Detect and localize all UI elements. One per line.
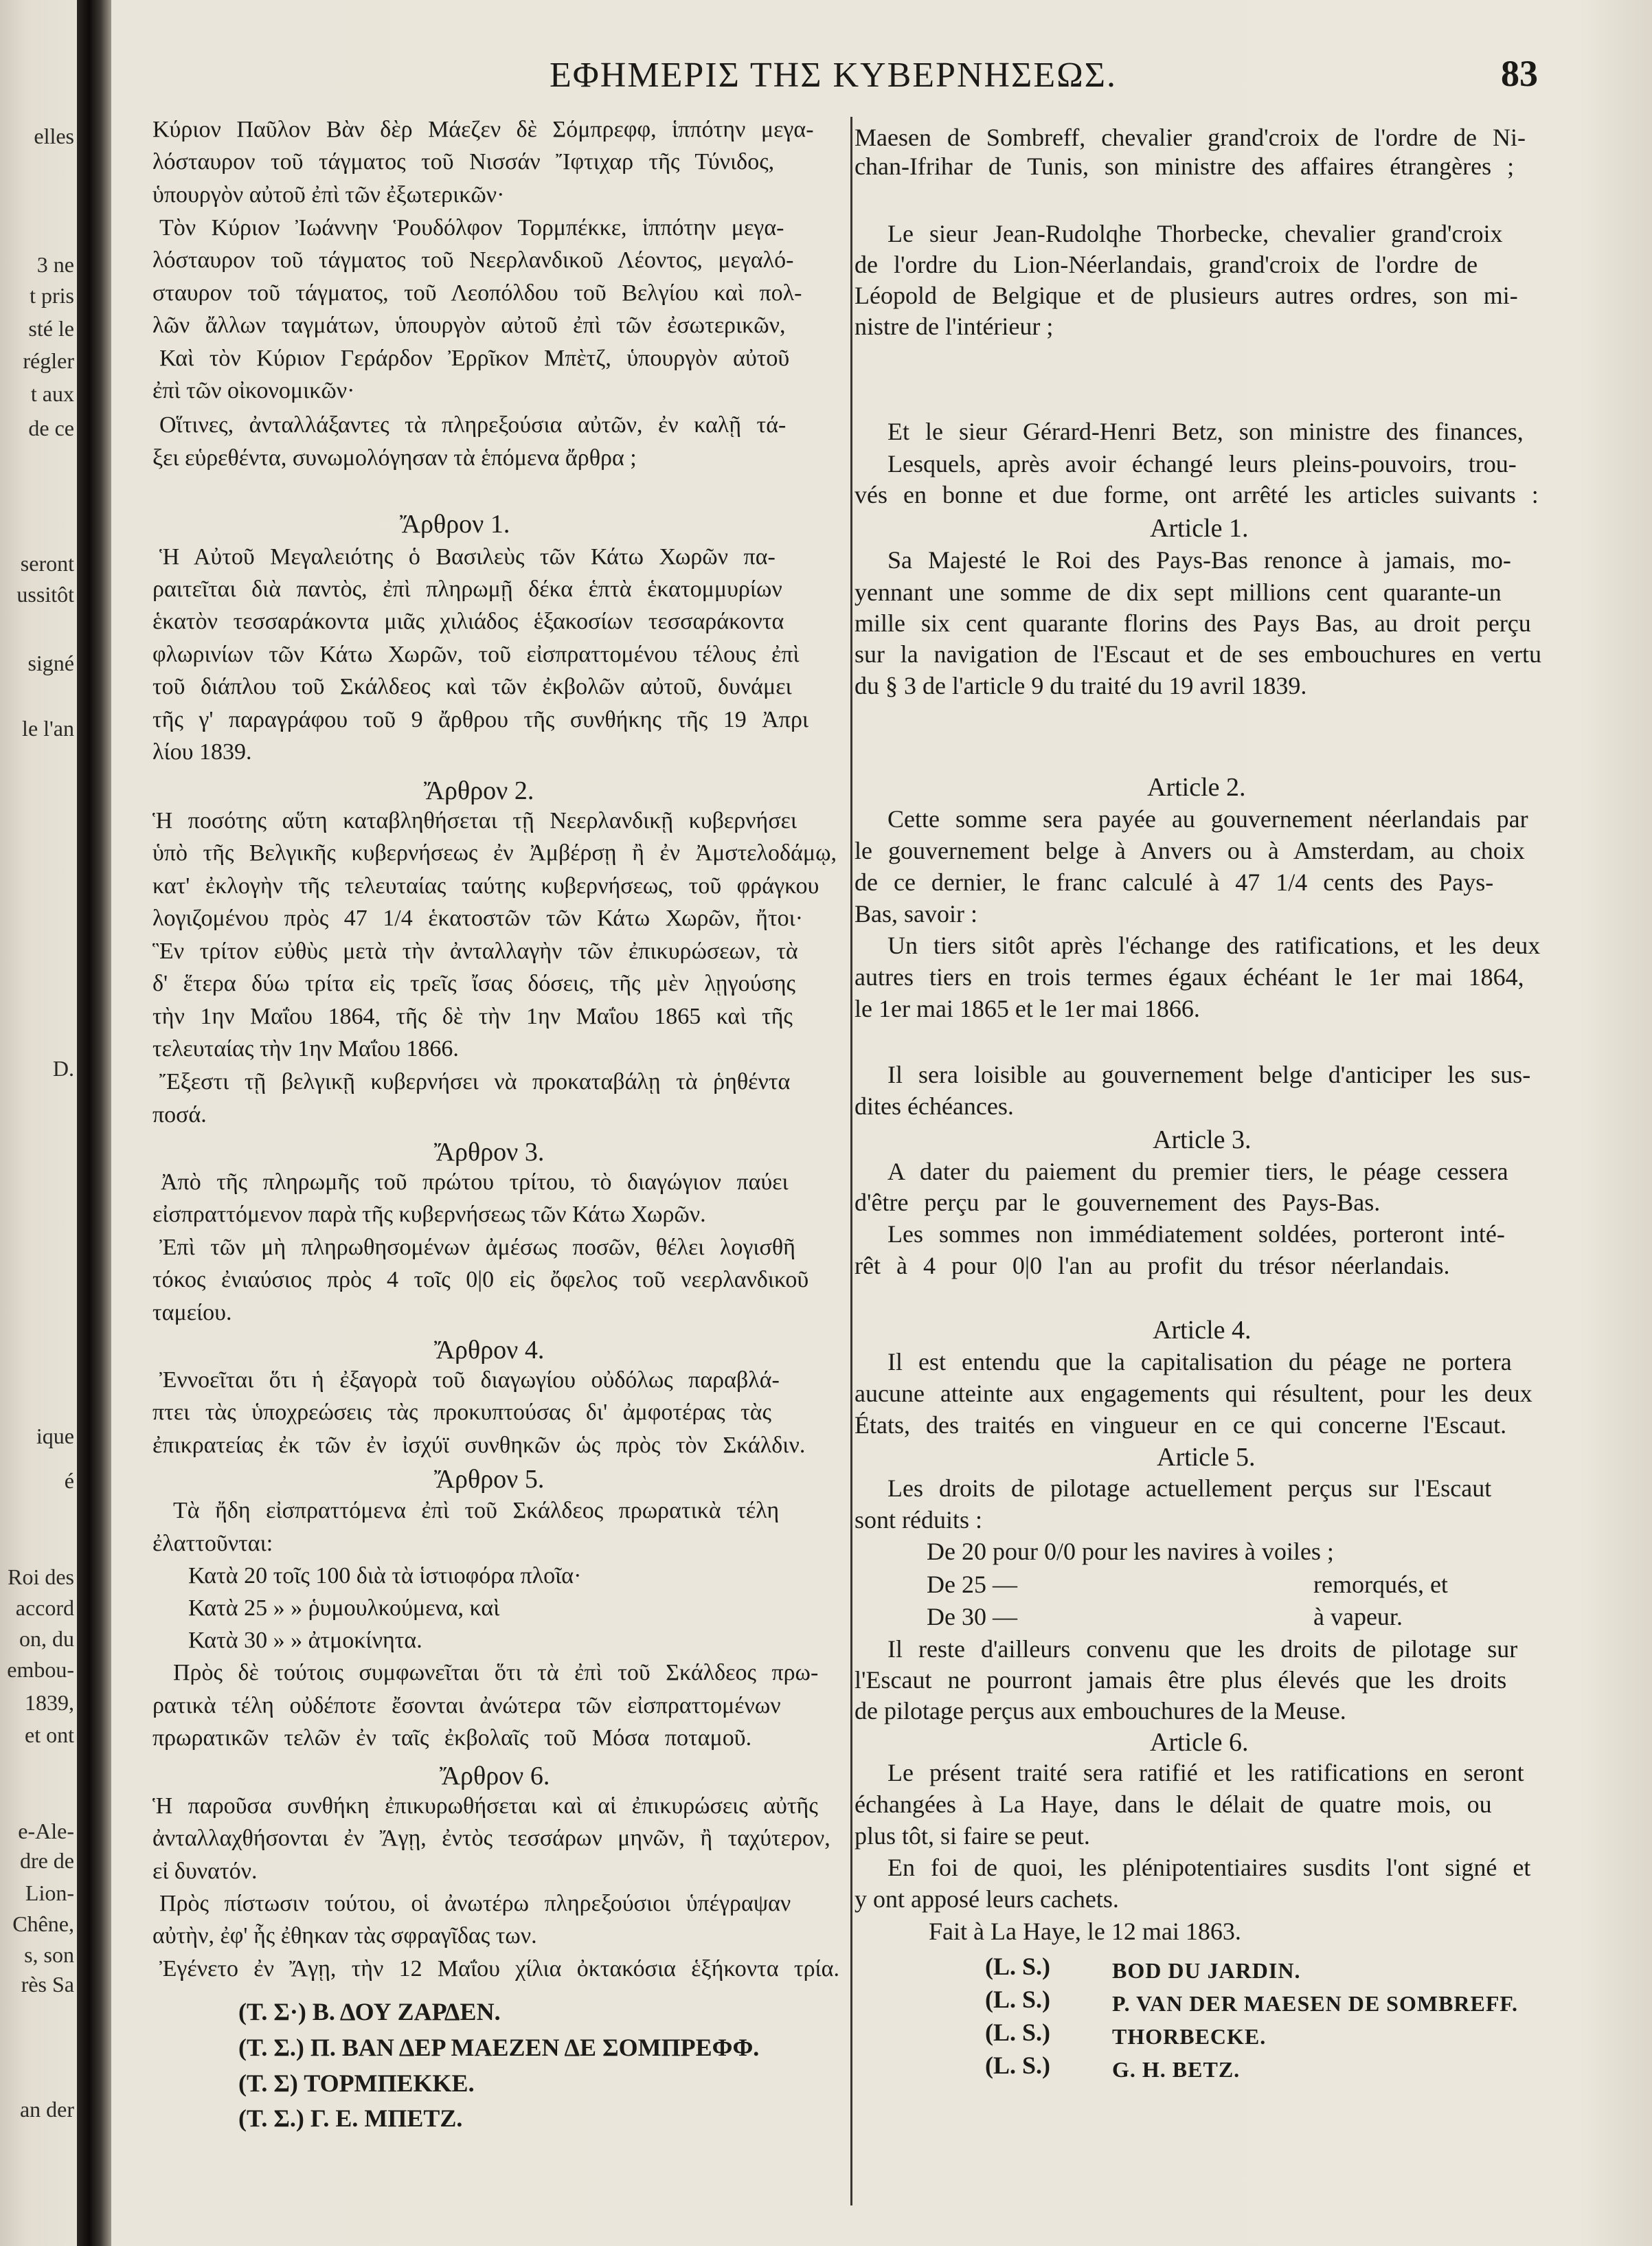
- greek-line: Ἡ παροῦσα συνθήκη ἐπικυρωθήσεται καὶ αἱ ἐπικυρώσεις αὐτῆς: [152, 1793, 818, 1819]
- margin-fragment: e-Ale-: [18, 1819, 74, 1843]
- french-line: Léopold de Belgique et de plusieurs autres ordres, son mi-: [855, 282, 1518, 309]
- seal-mark: (L. S.): [985, 1986, 1051, 2013]
- greek-line: ρατικὰ τέλη οὐδέποτε ἔσονται ἀνώτερα τῶν εἰσπραττομένων: [152, 1693, 781, 1718]
- french-line: Et le sieur Gérard-Henri Betz, son ministre des finances,: [887, 418, 1524, 445]
- greek-signature: (Τ. Σ) ΤΟΡΜΠΕΚΚΕ.: [238, 2069, 475, 2097]
- margin-fragment: an der: [19, 2097, 74, 2122]
- french-line: d'être perçu par le gouvernement des Pays-Bas.: [855, 1189, 1381, 1216]
- margin-fragment: Chêne,: [12, 1911, 74, 1936]
- greek-line: τὴν 1ην Μαΐου 1864, τῆς δὲ τὴν 1ην Μαΐου 1865 καὶ τῆς: [152, 1004, 793, 1029]
- french-article-heading: Article 3.: [1153, 1125, 1252, 1154]
- greek-line: Ἐννοεῖται ὅτι ἡ ἐξαγορὰ τοῦ διαγωγίου οὐδόλως παραβλά-: [159, 1367, 780, 1393]
- greek-line: λόσταυρον τοῦ τάγματος τοῦ Νεερλανδικοῦ Λέοντος, μεγαλό-: [152, 247, 794, 273]
- french-line: dites échéances.: [855, 1092, 1014, 1120]
- greek-line: δ' ἕτερα δύω τρίτα εἰς τρεῖς ἴσας δόσεις, τῆς μὲν λῃγούσης: [152, 971, 796, 996]
- greek-line: εἰ δυνατόν.: [152, 1858, 258, 1884]
- greek-line: ἐλαττοῦνται:: [152, 1531, 273, 1556]
- margin-fragment: Roi des: [8, 1564, 74, 1589]
- french-line: chan-Ifrihar de Tunis, son ministre des affaires étrangères ;: [855, 153, 1515, 180]
- greek-line: Κύριον Παῦλον Βὰν δὲρ Μάεζεν δὲ Σόμπρεφφ, ἱππότην μεγα-: [152, 117, 814, 142]
- greek-line: εἰσπραττόμενον παρὰ τῆς κυβερνήσεως τῶν Κάτω Χωρῶν.: [152, 1202, 706, 1227]
- greek-line: ἑκατὸν τεσσαράκοντα μιᾶς χιλιάδος ἑξακοσίων τεσσαράκοντα: [152, 609, 784, 634]
- greek-line: Τὰ ἤδη εἰσπραττόμενα ἐπὶ τοῦ Σκάλδεος πρωρατικὰ τέλη: [173, 1498, 780, 1523]
- greek-article-heading: Ἄρθρον 5.: [434, 1465, 545, 1494]
- greek-article-heading: Ἄρθρον 2.: [424, 776, 534, 805]
- seal-mark: (L. S.): [985, 2019, 1051, 2046]
- french-line: à vapeur.: [1313, 1603, 1403, 1630]
- french-line: Le sieur Jean-Rudolqhe Thorbecke, chevalier grand'croix: [887, 220, 1503, 247]
- greek-line: Ἓν τρίτον εὐθὺς μετὰ τὴν ἀνταλλαγὴν τῶν ἐπικυρώσεων, τὰ: [152, 939, 798, 964]
- french-line: mille six cent quarante florins des Pays Bas, au droit perçu: [855, 609, 1531, 637]
- french-line: plus tôt, si faire se peut.: [855, 1822, 1090, 1850]
- french-line: échangées à La Haye, dans le délait de quatre mois, ou: [855, 1790, 1492, 1818]
- greek-line: Κατὰ 30 » » ἀτμοκίνητα.: [188, 1628, 422, 1653]
- margin-fragment: D.: [52, 1056, 74, 1081]
- french-line: remorqués, et: [1313, 1571, 1448, 1598]
- french-line: de ce dernier, le franc calculé à 47 1/4 cents des Pays-: [855, 868, 1494, 896]
- french-line: Un tiers sitôt après l'échange des ratifications, et les deux: [887, 932, 1541, 959]
- greek-line: Οἵτινες, ἀνταλλάξαντες τὰ πληρεξούσια αὐτῶν, ἐν καλῇ τά-: [159, 412, 787, 438]
- french-line: nistre de l'intérieur ;: [855, 313, 1054, 340]
- previous-page-margin: [0, 0, 76, 2246]
- greek-line: Κατὰ 25 » » ῥυμουλκούμενα, καὶ: [188, 1595, 500, 1621]
- margin-fragment: é: [64, 1468, 74, 1493]
- french-line: Les sommes non immédiatement soldées, porteront inté-: [887, 1220, 1505, 1248]
- greek-line: Τὸν Κύριον Ἰωάννην Ῥουδόλφον Τορμπέκκε, ἱππότην μεγα-: [159, 215, 784, 240]
- french-article-heading: Article 6.: [1150, 1728, 1249, 1757]
- margin-fragment: signé: [27, 651, 74, 675]
- greek-line: Πρὸς δὲ τούτοις συμφωνεῖται ὅτι τὰ ἐπὶ τοῦ Σκάλδεος πρω-: [173, 1660, 819, 1685]
- french-line: autres tiers en trois termes égaux échéant le 1er mai 1864,: [855, 963, 1524, 991]
- french-signature: THORBECKE.: [1112, 2024, 1267, 2049]
- margin-fragment: régler: [23, 348, 74, 373]
- greek-line: Ἡ ποσότης αὕτη καταβληθήσεται τῇ Νεερλανδικῇ κυβερνήσει: [152, 808, 797, 833]
- greek-line: λογιζομένου πρὸς 47 1/4 ἑκατοστῶν τῶν Κάτω Χωρῶν, ἤτοι·: [152, 906, 804, 931]
- french-signature: P. VAN DER MAESEN DE SOMBREFF.: [1112, 1991, 1518, 2016]
- greek-line: τοῦ διάπλου τοῦ Σκάλδεος καὶ τῶν ἐκβολῶν αὐτοῦ, δυνάμει: [152, 674, 792, 699]
- french-line: De 30 —: [927, 1603, 1017, 1630]
- margin-fragment: 1839,: [25, 1690, 74, 1715]
- french-line: Bas, savoir :: [855, 900, 977, 928]
- margin-fragment: de ce: [28, 416, 74, 440]
- greek-line: φλωρινίων τῶν Κάτω Χωρῶν, τοῦ εἰσπραττομένου τέλους ἐπὶ: [152, 642, 800, 667]
- french-line: Le présent traité sera ratifié et les ratifications en seront: [887, 1759, 1524, 1786]
- greek-line: Καὶ τὸν Κύριον Γεράρδον Ἐρρῖκον Μπὲτζ, ὑπουργὸν αὐτοῦ: [159, 346, 790, 371]
- book-gutter: [77, 0, 111, 2246]
- greek-article-heading: Ἄρθρον 3.: [434, 1138, 545, 1167]
- margin-fragment: on, du: [19, 1626, 74, 1651]
- margin-fragment: ique: [36, 1424, 74, 1448]
- greek-line: Πρὸς πίστωσιν τούτου, οἱ ἀνωτέρω πληρεξούσιοι ὑπέγραψαν: [159, 1891, 791, 1916]
- greek-line: ὑπουργὸν αὐτοῦ ἐπὶ τῶν ἐξωτερικῶν·: [152, 182, 505, 207]
- french-line: sont réduits :: [855, 1506, 982, 1534]
- greek-line: Ἀπὸ τῆς πληρωμῆς τοῦ πρώτου τρίτου, τὸ διαγώγιον παύει: [161, 1169, 789, 1195]
- greek-line: ταμείου.: [152, 1300, 232, 1325]
- margin-fragment: et ont: [25, 1722, 74, 1747]
- french-line: de l'ordre du Lion-Néerlandais, grand'croix de l'ordre de: [855, 251, 1478, 278]
- greek-line: Ἡ Αὐτοῦ Μεγαλειότης ὁ Βασιλεὺς τῶν Κάτω Χωρῶν πα-: [159, 544, 776, 570]
- greek-line: τῆς γ' παραγράφου τοῦ 9 ἄρθρου τῆς συνθήκης τῆς 19 Ἀπρι: [152, 707, 809, 732]
- french-line: le gouvernement belge à Anvers ou à Amsterdam, au choix: [855, 837, 1525, 864]
- french-line: Il sera loisible au gouvernement belge d'anticiper les sus-: [887, 1061, 1531, 1088]
- french-line: Fait à La Haye, le 12 mai 1863.: [929, 1918, 1241, 1945]
- greek-article-heading: Ἄρθρον 6.: [440, 1762, 550, 1790]
- column-divider: [850, 117, 852, 2205]
- margin-fragment: Lion-: [25, 1880, 74, 1905]
- french-line: Sa Majesté le Roi des Pays-Bas renonce à jamais, mo-: [887, 546, 1511, 574]
- greek-article-heading: Ἄρθρον 4.: [434, 1336, 545, 1365]
- french-line: aucune atteinte aux engagements qui résultent, pour les deux: [855, 1380, 1532, 1407]
- french-line: yennant une somme de dix sept millions cent quarante-un: [855, 579, 1502, 606]
- greek-line: λόσταυρον τοῦ τάγματος τοῦ Νισσάν Ἴφτιχαρ τῆς Τύνιδος,: [152, 149, 775, 175]
- page-number: 83: [1501, 53, 1538, 94]
- french-line: Lesquels, après avoir échangé leurs pleins-pouvoirs, trou-: [887, 450, 1517, 478]
- french-line: Cette somme sera payée au gouvernement néerlandais par: [887, 805, 1528, 833]
- greek-signature: (Τ. Σ·) Β. ΔΟΥ ΖΑΡΔΕΝ.: [238, 1998, 501, 2025]
- french-line: Maesen de Sombreff, chevalier grand'croix de l'ordre de Ni-: [855, 124, 1526, 151]
- french-article-heading: Article 4.: [1153, 1316, 1252, 1345]
- greek-line: ποσά.: [152, 1102, 207, 1127]
- greek-signature: (Τ. Σ.) Γ. Ε. ΜΠΕΤΖ.: [238, 2104, 463, 2132]
- greek-line: ὑπὸ τῆς Βελγικῆς κυβερνήσεως ἐν Ἀμβέρσῃ ἢ ἐν Ἀμστελοδάμῳ,: [152, 840, 837, 866]
- french-line: États, des traités en vingueur en ce qui concerne l'Escaut.: [855, 1411, 1507, 1439]
- greek-line: Ἔξεστι τῇ βελγικῇ κυβερνήσει νὰ προκαταβάλῃ τὰ ῥηθέντα: [159, 1069, 791, 1094]
- french-line: rêt à 4 pour 0|0 l'an au profit du trésor néerlandais.: [855, 1252, 1450, 1279]
- french-article-heading: Article 1.: [1150, 514, 1249, 543]
- french-signature: BOD DU JARDIN.: [1112, 1958, 1301, 1983]
- margin-fragment: sté le: [28, 316, 74, 341]
- seal-mark: (L. S.): [985, 2052, 1051, 2079]
- french-line: En foi de quoi, les plénipotentiaires susdits l'ont signé et: [887, 1854, 1531, 1881]
- french-line: y ont apposé leurs cachets.: [855, 1885, 1119, 1913]
- french-line: Les droits de pilotage actuellement perçus sur l'Escaut: [887, 1474, 1492, 1502]
- french-line: A dater du paiement du premier tiers, le péage cessera: [887, 1158, 1508, 1185]
- greek-signature: (Τ. Σ.) Π. ΒΑΝ ΔΕΡ ΜΑΕΖΕΝ ΔΕ ΣΟΜΠΡΕΦΦ.: [238, 2034, 760, 2061]
- greek-article-heading: Ἄρθρον 1.: [400, 510, 510, 539]
- greek-line: Κατὰ 20 τοῖς 100 διὰ τὰ ἱστιοφόρα πλοῖα·: [188, 1563, 582, 1588]
- margin-fragment: rès Sa: [21, 1972, 74, 1997]
- margin-fragment: ussitôt: [16, 582, 74, 607]
- french-line: De 25 —: [927, 1571, 1017, 1598]
- greek-line: ραιτεῖται διὰ παντὸς, ἐπὶ πληρωμῇ δέκα ἑπτὰ ἑκατομμυρίων: [152, 576, 782, 602]
- greek-line: τόκος ἐνιαύσιος πρὸς 4 τοῖς 0|0 εἰς ὄφελος τοῦ νεερλανδικοῦ: [152, 1267, 809, 1292]
- margin-fragment: seront: [20, 551, 74, 576]
- greek-line: σταυρον τοῦ τάγματος, τοῦ Λεοπόλδου τοῦ Βελγίου καὶ πολ-: [152, 280, 802, 306]
- french-line: Il reste d'ailleurs convenu que les droits de pilotage sur: [887, 1635, 1518, 1663]
- greek-line: Ἐπὶ τῶν μὴ πληρωθησομένων ἀμέσως ποσῶν, θέλει λογισθῆ: [159, 1235, 795, 1260]
- greek-line: ἀνταλλαχθήσονται ἐν Ἄγῃ, ἐντὸς τεσσάρων μηνῶν, ἢ ταχύτερον,: [152, 1826, 830, 1851]
- french-line: De 20 pour 0/0 pour les navires à voiles ;: [927, 1538, 1334, 1565]
- greek-line: Ἐγένετο ἐν Ἄγῃ, τὴν 12 Μαΐου χίλια ὀκτακόσια ἑξήκοντα τρία.: [159, 1956, 839, 1981]
- french-line: l'Escaut ne pourront jamais être plus élevés que les droits: [855, 1666, 1507, 1694]
- french-line: sur la navigation de l'Escaut et de ses embouchures en vertu: [855, 640, 1541, 668]
- french-article-heading: Article 2.: [1147, 773, 1246, 802]
- greek-line: αὐτὴν, ἐφ' ἧς ἐθηκαν τὰς σφραγῖδας των.: [152, 1923, 537, 1949]
- greek-line: λῶν ἄλλων ταγμάτων, ὑπουργὸν αὐτοῦ ἐπὶ τῶν ἐσωτερικῶν,: [152, 313, 786, 338]
- margin-fragment: elles: [34, 124, 74, 148]
- french-line: le 1er mai 1865 et le 1er mai 1866.: [855, 995, 1200, 1022]
- french-article-heading: Article 5.: [1157, 1443, 1256, 1472]
- margin-fragment: dre de: [19, 1848, 74, 1873]
- greek-line: κατ' ἐκλογὴν τῆς τελευταίας ταύτης κυβερνήσεως, τοῦ φράγκου: [152, 873, 819, 899]
- greek-line: πρωρατικῶν τελῶν ἐν ταῖς ἐκβολαῖς τοῦ Μόσα ποταμοῦ.: [152, 1725, 752, 1751]
- running-title: ΕΦΗΜΕΡΙΣ ΤΗΣ ΚΥΒΕΡΝΗΣΕΩΣ.: [550, 56, 1117, 95]
- french-line: du § 3 de l'article 9 du traité du 19 avril 1839.: [855, 672, 1307, 699]
- margin-fragment: le l'an: [22, 716, 74, 741]
- french-line: Il est entendu que la capitalisation du péage ne portera: [887, 1348, 1512, 1375]
- margin-fragment: accord: [15, 1595, 74, 1620]
- greek-line: πτει τὰς ὑποχρεώσεις τὰς προκυπτούσας δι' ἀμφοτέρας τὰς: [152, 1400, 772, 1425]
- french-line: vés en bonne et due forme, ont arrêté les articles suivants :: [855, 481, 1539, 508]
- greek-line: ἐπικρατείας ἐκ τῶν ἐν ἰσχύϊ συνθηκῶν ὡς πρὸς τὸν Σκάλδιν.: [152, 1433, 806, 1458]
- greek-line: τελευταίας τὴν 1ην Μαΐου 1866.: [152, 1036, 459, 1062]
- margin-fragment: 3 ne: [36, 252, 74, 277]
- seal-mark: (L. S.): [985, 1953, 1051, 1980]
- greek-line: ξει εὑρεθέντα, συνωμολόγησαν τὰ ἑπόμενα ἄρθρα ;: [152, 445, 637, 471]
- margin-fragment: embou-: [7, 1657, 74, 1682]
- french-line: de pilotage perçus aux embouchures de la Meuse.: [855, 1697, 1346, 1725]
- margin-fragment: s, son: [24, 1942, 74, 1967]
- greek-line: ἐπὶ τῶν οἰκονομικῶν·: [152, 378, 355, 403]
- margin-fragment: t aux: [30, 381, 74, 406]
- french-signature: G. H. BETZ.: [1112, 2057, 1241, 2082]
- margin-fragment: t pris: [30, 283, 74, 308]
- greek-line: λίου 1839.: [152, 739, 252, 765]
